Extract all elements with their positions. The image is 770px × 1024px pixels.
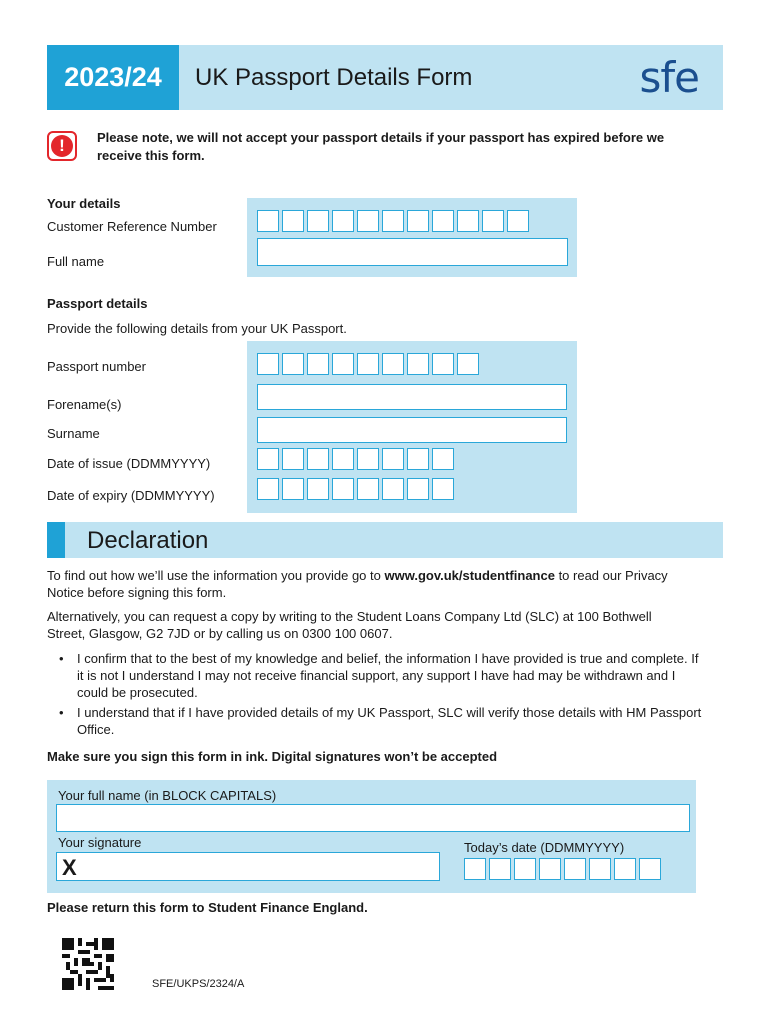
issue-date-label: Date of issue (DDMMYYYY)	[47, 456, 211, 471]
surname-label: Surname	[47, 426, 100, 441]
declaration-bullet: • I confirm that to the best of my knowledge and belief, the information I have provided is true and complete. If it is not I understand I may not receive financial support, any support I have had may be withdrawn and I could be prosecuted.	[47, 650, 702, 701]
declaration-title: Declaration	[87, 527, 209, 554]
academic-year: 2023/24	[47, 45, 179, 110]
date-label: Today’s date (DDMMYYYY)	[464, 840, 625, 855]
return-note: Please return this form to Student Finance England.	[47, 900, 368, 915]
sfe-logo: sfe	[639, 53, 699, 102]
forenames-input[interactable]	[257, 384, 567, 410]
full-name-label: Full name	[47, 254, 105, 269]
passport-details-intro: Provide the following details from your UK Passport.	[47, 321, 347, 336]
passport-number-label: Passport number	[47, 359, 146, 374]
signature-input[interactable]	[56, 852, 440, 881]
form-code: SFE/UKPS/2324/A	[152, 978, 245, 990]
passport-details-panel	[247, 341, 577, 513]
your-details-heading: Your details	[47, 196, 121, 211]
alternative-paragraph: Alternatively, you can request a copy by writing to the Student Loans Company Ltd (SLC) at 100 Bothwell Street, Glasgow, G2 7JD or by calling us on 0300 100 0607.	[47, 609, 652, 641]
full-name-input[interactable]	[257, 238, 568, 266]
exclamation-icon: !	[47, 131, 77, 161]
crn-input[interactable]	[257, 210, 529, 232]
issue-date-input[interactable]	[257, 448, 454, 470]
declaration-list	[47, 650, 702, 741]
forenames-label: Forename(s)	[47, 397, 122, 412]
declaration-header	[47, 522, 723, 558]
passport-number-input[interactable]	[257, 353, 479, 375]
expiry-date-label: Date of expiry (DDMMYYYY)	[47, 488, 215, 503]
surname-input[interactable]	[257, 417, 567, 443]
passport-details-heading: Passport details	[47, 296, 148, 311]
date-input[interactable]	[464, 858, 661, 880]
block-name-label: Your full name (in BLOCK CAPITALS)	[58, 788, 277, 803]
signature-mark: X	[62, 855, 77, 880]
sign-in-ink-note: Make sure you sign this form in ink. Digital signatures won’t be accepted	[47, 749, 498, 764]
signature-label: Your signature	[58, 835, 142, 850]
expiry-date-input[interactable]	[257, 478, 454, 500]
block-name-input[interactable]	[56, 804, 690, 832]
form-header	[47, 45, 723, 110]
your-details-panel	[247, 198, 577, 277]
qr-code-icon	[62, 938, 114, 990]
expiry-notice: Please note, we will not accept your passport details if your passport has expired before we receive this form.	[97, 130, 665, 163]
privacy-paragraph: To find out how we’ll use the information you provide go to www.gov.uk/studentfinance to read our Privacy Notice before signing this form.	[47, 568, 668, 600]
crn-label: Customer Reference Number	[47, 219, 217, 234]
form-title: UK Passport Details Form	[195, 64, 473, 91]
signature-panel	[47, 780, 696, 893]
declaration-bullet: • I understand that if I have provided details of my UK Passport, SLC will verify those details with HM Passport Office.	[47, 704, 702, 738]
privacy-link[interactable]: www.gov.uk/studentfinance	[384, 568, 555, 583]
